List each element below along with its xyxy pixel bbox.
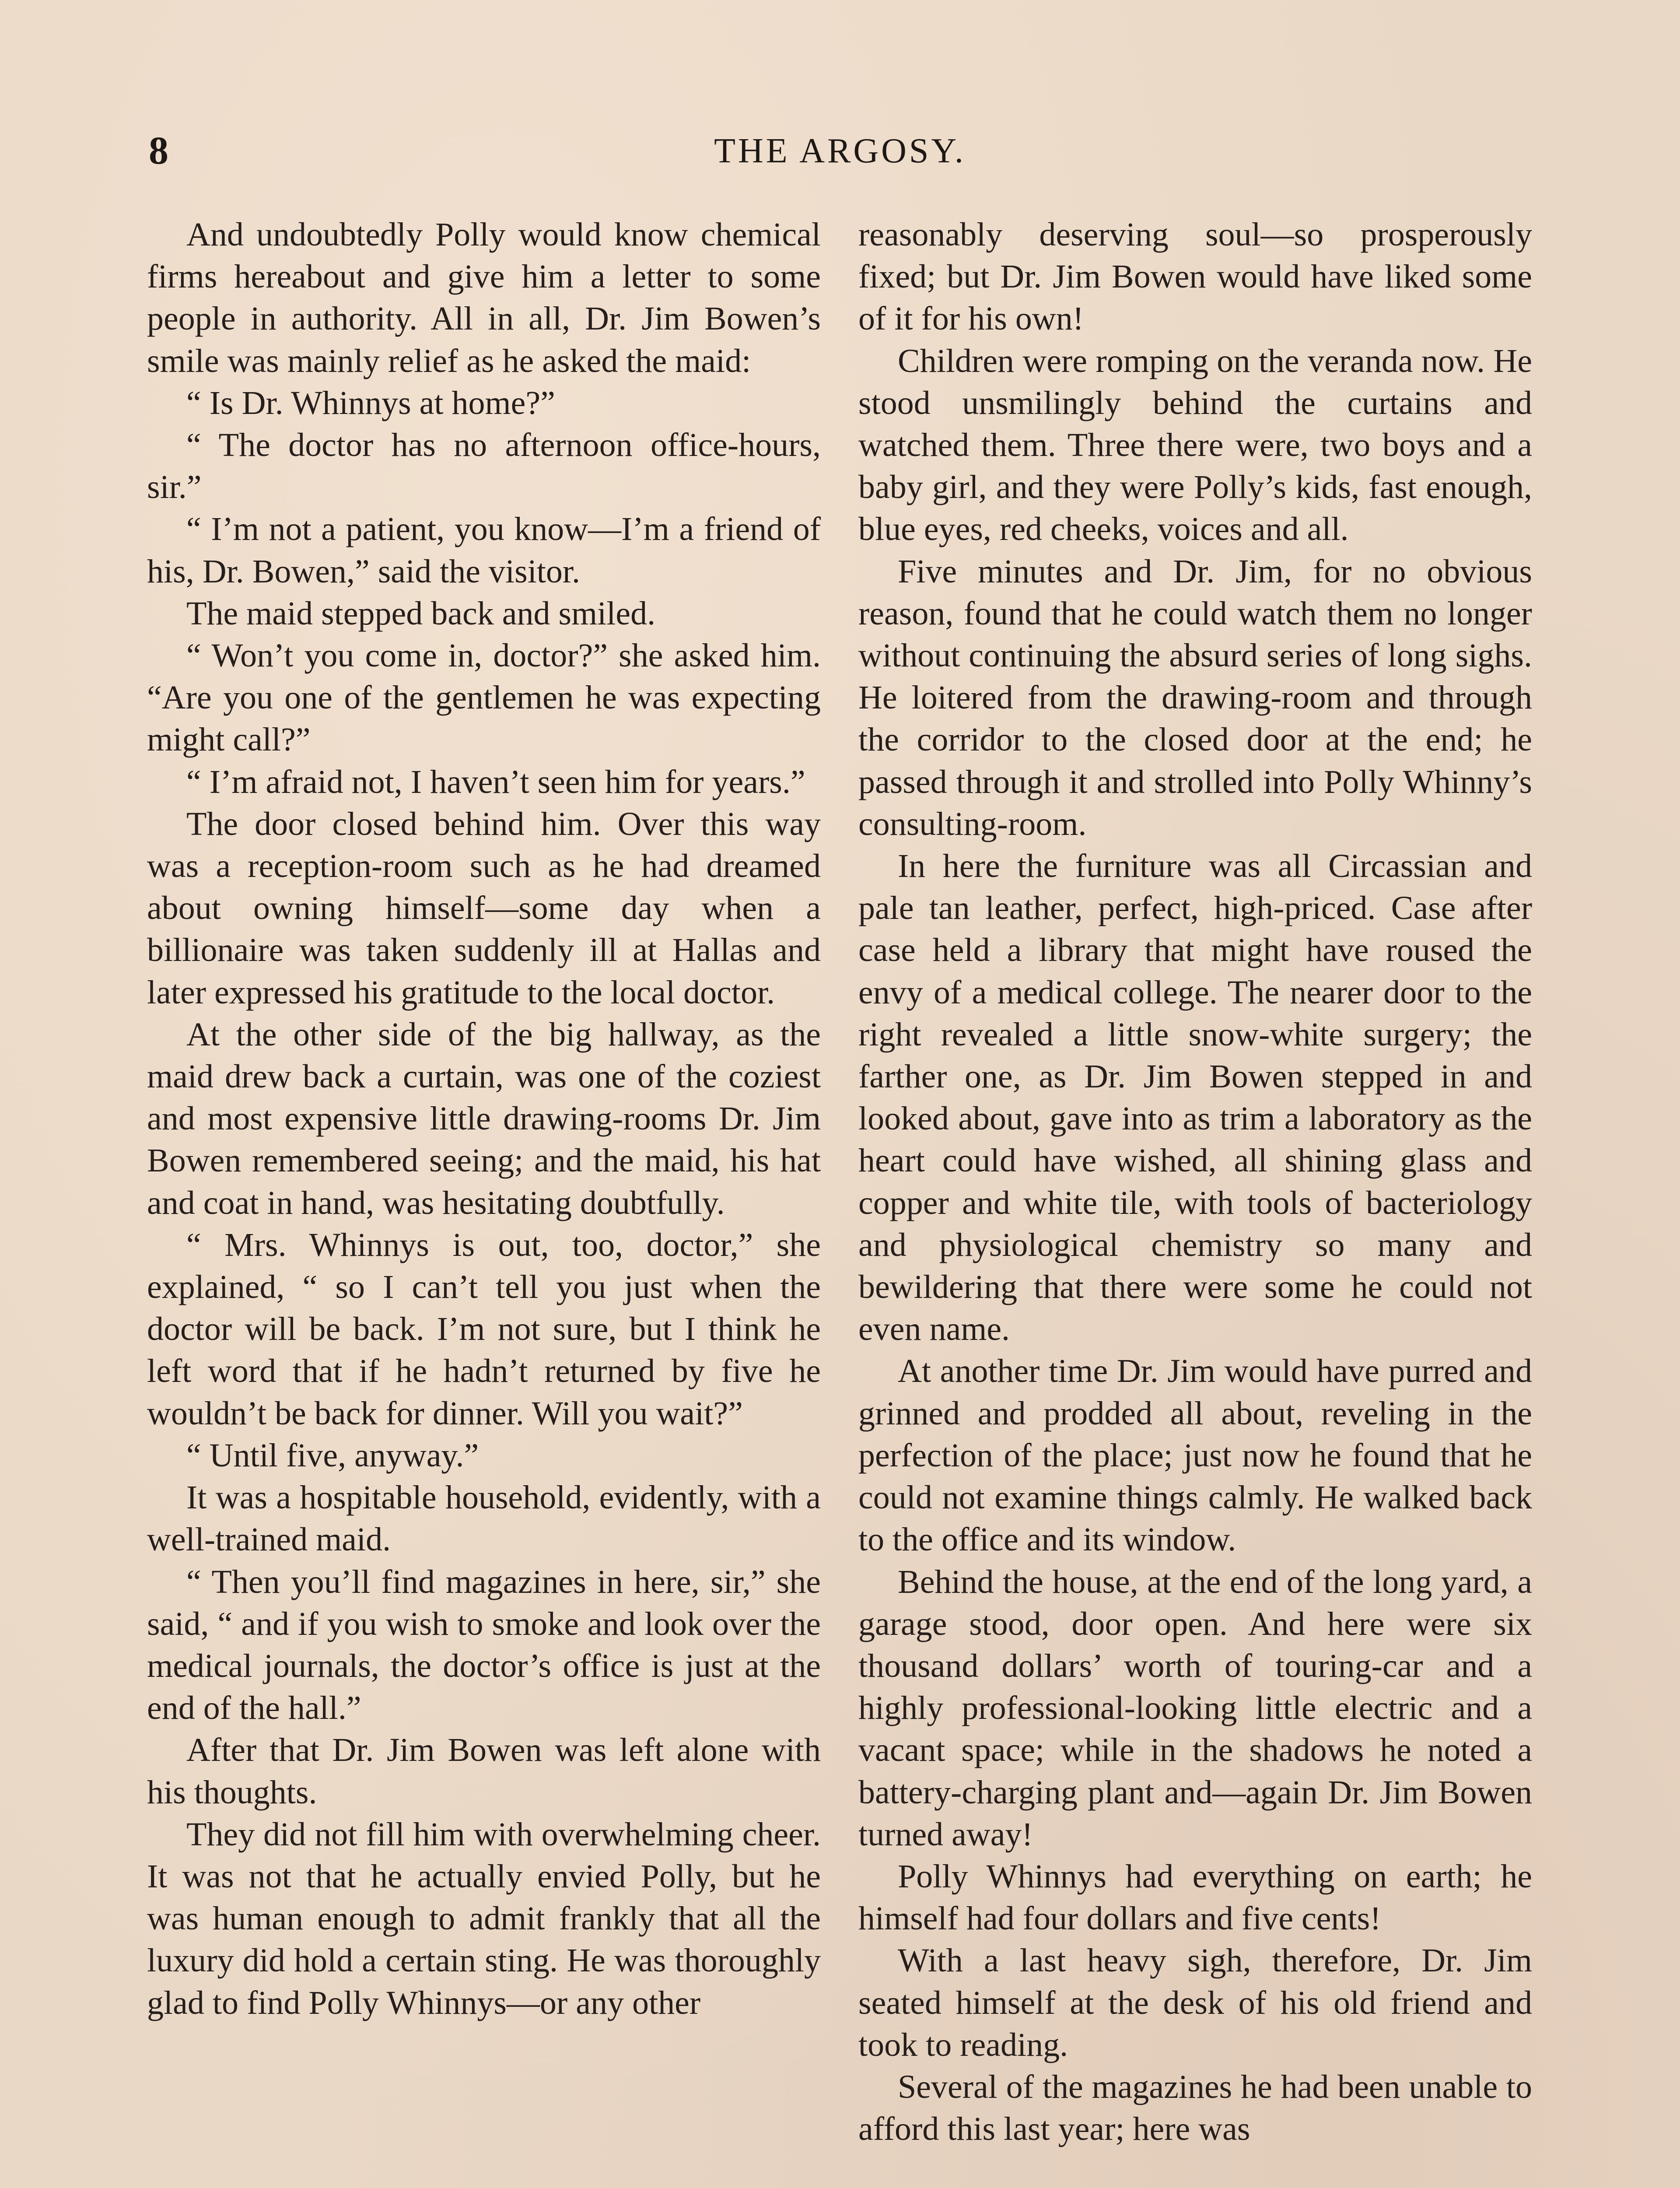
paragraph: “ The doctor has no afternoon office-hours, sir.” bbox=[147, 427, 821, 506]
paragraph: Polly Whinnys had everything on earth; he himself had four dollars and five cents! bbox=[858, 1858, 1532, 1937]
paragraph: “ I’m not a patient, you know—I’m a friend of his, Dr. Bowen,” said the visitor. bbox=[147, 511, 821, 590]
running-head: THE ARGOSY. bbox=[714, 132, 966, 170]
paragraph: “ Until five, anyway.” bbox=[186, 1437, 479, 1474]
paragraph: And undoubtedly Polly would know chemical firms hereabout and give him a letter to some people in authority. All in all, Dr. Jim Bowen’s smile was mainly relief as he asked the maid: bbox=[147, 216, 821, 379]
paragraph: After that Dr. Jim Bowen was left alone with his thoughts. bbox=[147, 1732, 821, 1811]
right-column bbox=[858, 214, 1532, 2150]
paragraph: It was a hospitable household, evidently, with a well-trained maid. bbox=[147, 1479, 821, 1558]
paragraph: With a last heavy sigh, therefore, Dr. Jim seated himself at the desk of his old friend and took to reading. bbox=[858, 1942, 1532, 2063]
paragraph: The maid stepped back and smiled. bbox=[186, 595, 656, 632]
paragraph: At the other side of the big hallway, as the maid drew back a curtain, was one of the coziest and most expensive little drawing-rooms Dr. Jim Bowen remembered seeing; and the maid, his hat and coat in hand, was hesitating doubtfully. bbox=[147, 1016, 821, 1221]
paragraph: Several of the magazines he had been unable to afford this last year; here was bbox=[858, 2068, 1532, 2148]
page-header bbox=[144, 127, 1536, 175]
paragraph: Children were romping on the veranda now. He stood unsmilingly behind the curtains and watched them. Three there were, two boys and a baby girl, and they were Polly’s kids, fast enough, blue eyes, red cheeks, voices and all. bbox=[858, 342, 1532, 548]
paragraph: Behind the house, at the end of the long yard, a garage stood, door open. And here were six thousand dollars’ worth of touring-car and a highly professional-looking little electric and a vacant space; while in the shadows he noted a battery-charging plant and—again Dr. Jim Bowen turned away! bbox=[858, 1563, 1532, 1853]
paragraph: At another time Dr. Jim would have purred and grinned and prodded all about, reveling in the perfection of the place; just now he found that he could not examine things calmly. He walked back to the office and its window. bbox=[858, 1353, 1532, 1558]
paragraph: reasonably deserving soul—so prosperously fixed; but Dr. Jim Bowen would have liked some of it for his own! bbox=[858, 216, 1532, 337]
paragraph: “ Mrs. Whinnys is out, too, doctor,” she explained, “ so I can’t tell you just when the doctor will be back. I’m not sure, but I think he left word that if he hadn’t returned by five he wouldn’t be back for dinner. Will you wait?” bbox=[147, 1226, 821, 1432]
paragraph: “ Won’t you come in, doctor?” she asked him. “Are you one of the gentlemen he was expecting might call?” bbox=[147, 637, 821, 758]
paragraph: In here the furniture was all Circassian and pale tan leather, perfect, high-priced. Case after case held a library that might have roused the envy of a medical college. The nearer door to the right revealed a little snow-white surgery; the farther one, as Dr. Jim Bowen stepped in and looked about, gave into as trim a laboratory as the heart could have wished, all shining glass and copper and white tile, with tools of bacteriology and physiological chemistry so many and bewildering that there were some he could not even name. bbox=[858, 848, 1532, 1348]
paragraph: “ I’m afraid not, I haven’t seen him for years.” bbox=[186, 763, 805, 800]
paragraph: They did not fill him with overwhelming cheer. It was not that he actually envied Polly, but he was human enough to admit frankly that all the luxury did hold a certain sting. He was thoroughly glad to find Polly Whinnys—or any other bbox=[147, 1816, 821, 2021]
page-number: 8 bbox=[149, 129, 168, 172]
left-column bbox=[147, 214, 821, 2024]
paragraph: Five minutes and Dr. Jim, for no obvious reason, found that he could watch them no longer without continuing the absurd series of long sighs. He loitered from the drawing-room and through the corridor to the closed door at the end; he passed through it and strolled into Polly Whinny’s consulting-room. bbox=[858, 553, 1532, 842]
paragraph: “ Is Dr. Whinnys at home?” bbox=[186, 384, 555, 421]
paragraph: “ Then you’ll find magazines in here, sir,” she said, “ and if you wish to smoke and look over the medical journals, the doctor’s office is just at the end of the hall.” bbox=[147, 1563, 821, 1727]
paragraph: The door closed behind him. Over this way was a reception-room such as he had dreamed about owning himself—some day when a billionaire was taken suddenly ill at Hallas and later expressed his gratitude to the local doctor. bbox=[147, 805, 821, 1011]
